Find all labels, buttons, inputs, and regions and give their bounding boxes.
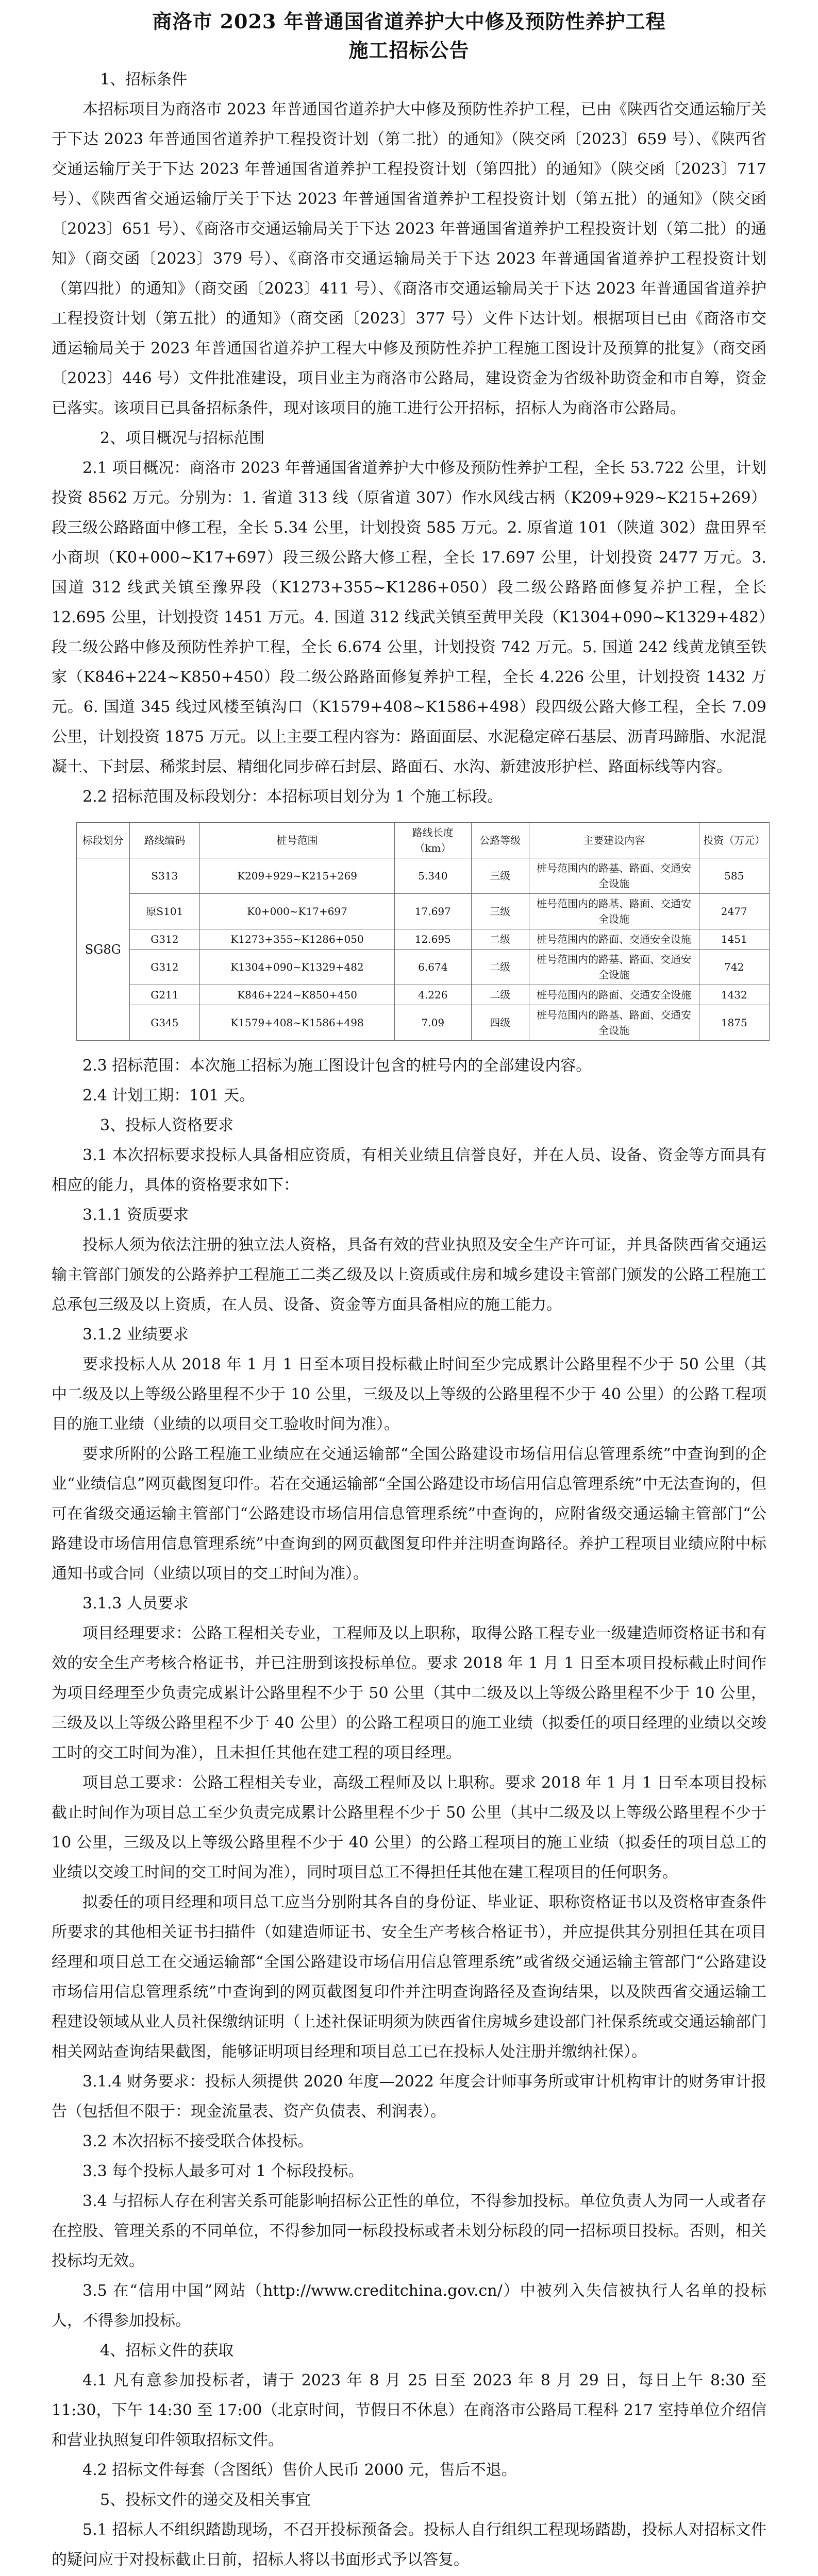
table-cell: 12.695 <box>395 929 472 950</box>
section-1-body: 本招标项目为商洛市 2023 年普通国省道养护大中修及预防性养护工程，已由《陕西省交通运输厅关于下达 2023 年普通国省道养护工程投资计划（第二批）的通知》（陕交函〔2023〕659 号）、《陕西省交通运输厅关于下达 2023 年普通国省道养护工程投资计划（第四批）的通知》（陕交函〔2023〕717 号）、《陕西省交通运输厅关于下达 2023 年普通国省道养护工程投资计划（第五批）的通知》（陕交函〔2023〕651 号）、《商洛市交通运输局关于下达 2023 年普通国省道养护工程投资计划（第二批）的通知》（商交函〔2023〕379 号）、《商洛市交通运输局关于下达 2023 年普通国省道养护工程投资计划（第四批）的通知》（商交函〔2023〕411 号）、《商洛市交通运输局关于下达 2023 年普通国省道养护工程投资计划（第五批）的通知》（商交函〔2023〕377 号）文件下达计划。根据项目已由《商洛市交通运输局关于 2023 年普通国省道养护工程大中修及预防性养护工程施工图设计及预算的批复》（商交函〔2023〕446 号）文件批准建设，项目业主为商洛市公路局，建设资金为省级补助资金和市自筹，资金已落实。该项目已具备招标条件，现对该项目的施工进行公开招标，招标人为商洛市公路局。 <box>52 100 766 417</box>
table-cell: 2477 <box>699 894 770 929</box>
table-cell: 1451 <box>699 929 770 950</box>
table-cell: 二级 <box>471 950 529 985</box>
table-cell: K1273+355~K1286+050 <box>200 929 395 950</box>
qualification-requirements: 投标人须为依法注册的独立法人资格，具备有效的营业执照及安全生产许可证，并具备陕西省交通运输主管部门颁发的公路养护工程施工二类乙级及以上资质或住房和城乡建设主管部门颁发的公路工程施工总承包三级及以上资质，在人员、设备、资金等方面具备相应的施工能力。 <box>52 1236 766 1314</box>
planned-duration: 2.4 计划工期：101 天。 <box>82 1087 255 1105</box>
table-cell: K1579+408~K1586+498 <box>200 1005 395 1041</box>
table-row <box>77 1005 770 1041</box>
table-cell: 4.226 <box>395 985 472 1005</box>
table-cell: 原S101 <box>129 894 199 929</box>
table-cell: K0+000~K17+697 <box>200 894 395 929</box>
table-cell: 1432 <box>699 985 770 1005</box>
page-title <box>52 7 766 65</box>
table-row <box>77 985 770 1005</box>
table-header: 投资（万元） <box>699 823 770 858</box>
section-2-heading: 2、项目概况与招标范围 <box>100 429 265 447</box>
table-cell: G211 <box>129 985 199 1005</box>
table-cell: G345 <box>129 1005 199 1041</box>
table-cell: 桩号范围内的路基、路面、交通安全设施 <box>529 894 699 929</box>
tender-scope-division: 2.2 招标范围及标段划分：本招标项目划分为 1 个施工标段。 <box>82 788 503 806</box>
table-row <box>77 894 770 929</box>
table-cell: 17.697 <box>395 894 472 929</box>
site-visit-note: 5.1 招标人不组织踏勘现场，不召开投标预备会。投标人自行组织工程现场踏勘，投标人对招标文件的疑问应于对投标截止日前，招标人将以书面形式予以答复。 <box>52 2521 766 2569</box>
table-cell: 1875 <box>699 1005 770 1041</box>
table-cell: 桩号范围内的路基、路面、交通安全设施 <box>529 950 699 985</box>
table-cell: G312 <box>129 929 199 950</box>
table-cell: K1304+090~K1329+482 <box>200 950 395 985</box>
table-cell: 四级 <box>471 1005 529 1041</box>
table-cell: 二级 <box>471 929 529 950</box>
table-row <box>77 858 770 894</box>
financial-requirement: 3.1.4 财务要求：投标人须提供 2020 年度—2022 年度会计师事务所或审计机构审计的财务审计报告（包括但不限于：现金流量表、资产负债表、利润表）。 <box>52 2073 766 2121</box>
document-price: 4.2 招标文件每套（含图纸）售价人民币 2000 元，售后不退。 <box>82 2461 517 2479</box>
performance-requirement-b: 要求所附的公路工程施工业绩应在交通运输部“全国公路建设市场信用信息管理系统”中查询到的企业“业绩信息”网页截图复印件。若在交通运输部“全国公路建设市场信用信息管理系统”中无法查询的，但可在省级交通运输主管部门“公路建设市场信用信息管理系统”中查询的，应附省级交通运输主管部门“公路建设市场信用信息管理系统”中查询到的网页截图复印件并注明查询路径。养护工程项目业绩应附中标通知书或合同（业绩以项目的交工时间为准）。 <box>52 1445 766 1583</box>
table-row <box>77 950 770 985</box>
project-overview: 2.1 项目概况：商洛市 2023 年普通国省道养护大中修及预防性养护工程，全长 53.722 公里，计划投资 8562 万元。分别为：1. 省道 313 线（原省道 307）作水风线古柄（K209+929~K215+269）段三级公路路面中修工程，全长 5.34 公里，计划投资 585 万元。2. 原省道 101（陕道 302）盘田界至小商坝（K0+000~K17+697）段三级公路大修工程，全长 17.697 公里，计划投资 2477 万元。3. 国道 312 线武关镇至豫界段（K1273+355~K1286+050）段二级公路路面修复养护工程，全长 12.695 公里，计划投资 1451 万元。4. 国道 312 线武关镇至黄甲关段（K1304+090~K1329+482）段二级公路中修及预防性养护工程，全长 6.674 公里，计划投资 742 万元。5. 国道 242 线黄龙镇至铁家（K846+224~K850+450）段二级公路路面修复养护工程，全长 4.226 公里，计划投资 1432 万元。6. 国道 345 线过风楼至镇沟口（K1579+408~K1586+498）段四级公路大修工程，全长 7.09 公里，计划投资 1875 万元。以上主要工程内容为：路面面层、水泥稳定碎石基层、沥青玛蹄脂、水泥混凝土、下封层、稀浆封层、精细化同步碎石封层、路面石、水沟、新建波形护栏、路面标线等内容。 <box>52 459 766 776</box>
qualification-intro: 3.1 本次招标要求投标人具备相应资质，有相关业绩且信誉良好，并在人员、设备、资金等方面具有相应的能力，具体的资格要求如下： <box>52 1146 766 1194</box>
table-header-row <box>77 823 770 858</box>
table-header: 桩号范围 <box>200 823 395 858</box>
table-cell: 6.674 <box>395 950 472 985</box>
section-mark-cell: SG8G <box>77 858 130 1041</box>
personnel-subheading: 3.1.3 人员要求 <box>82 1595 189 1613</box>
table-cell: 三级 <box>471 858 529 894</box>
tender-section-table <box>76 822 770 1041</box>
table-cell: K209+929~K215+269 <box>200 858 395 894</box>
table-cell: 742 <box>699 950 770 985</box>
table-cell: G312 <box>129 950 199 985</box>
table-header: 公路等级 <box>471 823 529 858</box>
table-cell: 5.340 <box>395 858 472 894</box>
section-limit: 3.3 每个投标人最多可对 1 个标段投标。 <box>82 2162 364 2180</box>
conflict-of-interest: 3.4 与招标人存在利害关系可能影响招标公正性的单位，不得参加投标。单位负责人为同一人或者存在控股、管理关系的不同单位，不得参加同一标段投标或者未划分标段的同一招标项目投标。否则，相关投标均无效。 <box>52 2192 766 2270</box>
credit-china-requirement: 3.5 在“信用中国”网站（http://www.creditchina.gov.cn/）中被列入失信被执行人名单的投标人，不得参加投标。 <box>52 2282 766 2330</box>
table-cell: 桩号范围内的路基、路面、交通安全设施 <box>529 1005 699 1041</box>
tender-scope: 2.3 招标范围：本次施工招标为施工图设计包含的桩号内的全部建设内容。 <box>82 1057 592 1075</box>
project-manager-requirement: 项目经理要求：公路工程相关专业，工程师及以上职称，取得公路工程专业一级建造师资格证书和有效的安全生产考核合格证书，并已注册到该投标单位。要求 2018 年 1 月 1 日至本项目投标截止时间作为项目经理至少负责完成累计公路里程不少于 50 公里（其中二级及以上等级公路里程不少于 10 公里，三级及以上等级公路里程不少于 40 公里）的公路工程项目的施工业绩（拟委任的项目经理的业绩以交竣工时的交工时间为准），且未担任其他在建工程的项目经理。 <box>52 1624 766 1762</box>
section-5-heading: 5、投标文件的递交及相关事宜 <box>100 2491 311 2509</box>
table-cell: 桩号范围内的路面、交通安全设施 <box>529 985 699 1005</box>
section-1-heading: 1、招标条件 <box>100 71 188 89</box>
title-line-2: 施工招标公告 <box>348 39 470 62</box>
table-cell: S313 <box>129 858 199 894</box>
table-cell: 二级 <box>471 985 529 1005</box>
section-3-heading: 3、投标人资格要求 <box>100 1116 234 1134</box>
table-cell: 桩号范围内的路基、路面、交通安全设施 <box>529 858 699 894</box>
table-header: 标段划分 <box>77 823 130 858</box>
table-header: 路线长度（km） <box>395 823 472 858</box>
table-cell: 7.09 <box>395 1005 472 1041</box>
document-acquisition: 4.1 凡有意参加投标者，请于 2023 年 8 月 25 日至 2023 年 8 月 29 日，每日上午 8:30 至 11:30，下午 14:30 至 17:00（北京时间，节假日不休息）在商洛市公路局工程科 217 室持单位介绍信和营业执照复印件领取招标文件。 <box>52 2371 766 2449</box>
table-header: 主要建设内容 <box>529 823 699 858</box>
personnel-documents-requirement: 拟委任的项目经理和项目总工应当分别附其各自的身份证、毕业证、职称资格证书以及资格审查条件所要求的其他相关证书扫描件（如建造师证书、安全生产考核合格证书），并应提供其分别担任其在项目经理和项目总工在交通运输部“全国公路建设市场信用信息管理系统”或省级交通运输主管部门“公路建设市场信用信息管理系统”中查询到的网页截图复印件并注明查询路径及查询结果，以及陕西省交通运输工程建设领域从业人员社保缴纳证明（上述社保证明须为陕西省住房城乡建设部门社保系统或交通运输部门相关网站查询结果截图，能够证明项目经理和项目总工已在投标人处注册并缴纳社保）。 <box>52 1893 766 2061</box>
table-cell: K846+224~K850+450 <box>200 985 395 1005</box>
table-header: 路线编码 <box>129 823 199 858</box>
qualification-subheading: 3.1.1 资质要求 <box>82 1206 189 1224</box>
chief-engineer-requirement: 项目总工要求：公路工程相关专业，高级工程师及以上职称。要求 2018 年 1 月 1 日至本项目投标截止时间作为项目总工至少负责完成累计公路里程不少于 50 公里（其中二级及以上等级公路里程不少于 10 公里，三级及以上等级公路里程不少于 40 公里）的公路工程项目的施工业绩（拟委任的项目总工的业绩以交竣工时间的交工时间为准），同时项目总工不得担任其他在建工程项目的任何职务。 <box>52 1774 766 1882</box>
table-cell: 三级 <box>471 894 529 929</box>
table-cell: 桩号范围内的路面、交通安全设施 <box>529 929 699 950</box>
title-line-1: 商洛市 2023 年普通国省道养护大中修及预防性养护工程 <box>152 10 666 33</box>
performance-subheading: 3.1.2 业绩要求 <box>82 1326 189 1344</box>
performance-requirement-a: 要求投标人从 2018 年 1 月 1 日至本项目投标截止时间至少完成累计公路里程不少于 50 公里（其中二级及以上等级公路里程不少于 10 公里，三级及以上等级的公路里程不少于 40 公里）的公路工程项目的施工业绩（业绩的以项目交工验收时间为准）。 <box>52 1355 766 1433</box>
table-cell: 585 <box>699 858 770 894</box>
table-row <box>77 929 770 950</box>
no-consortium: 3.2 本次招标不接受联合体投标。 <box>82 2132 313 2150</box>
section-4-heading: 4、招标文件的获取 <box>100 2342 234 2360</box>
